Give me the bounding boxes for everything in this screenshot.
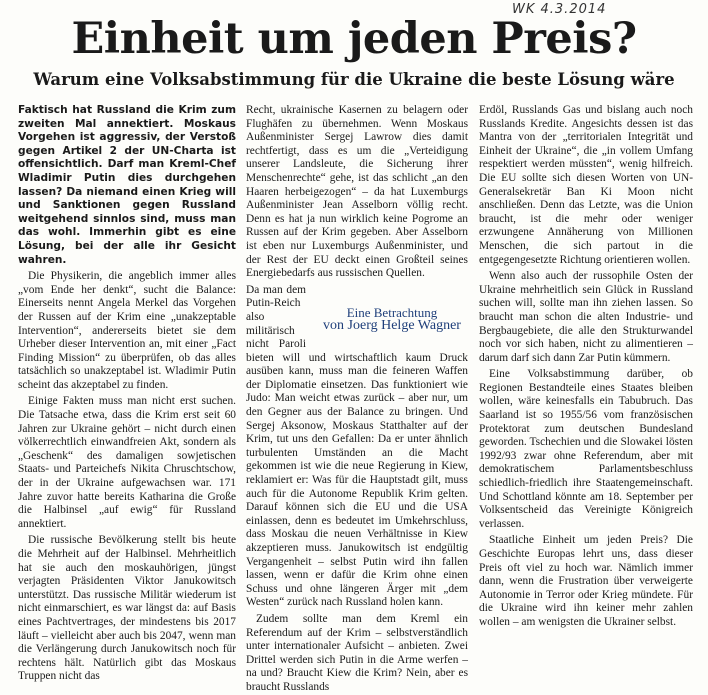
author-box-title: Eine Betrachtung bbox=[346, 304, 438, 320]
lead-paragraph: Faktisch hat Russland die Krim zum zweiten Mal annektiert. Moskaus Vorgehen ist aggressiv, der Verstoß gegen Artikel 2 der UN-Charta ist offensichtlich. Darf man Kreml-Chef Wladimir Putin dies durchgehen lassen? Da niemand einen Krieg will und Sanktionen gegen Russland weitgehend sinnlos sind, muss man das wohl. Immerhin gibt es eine Lösung, bei der alle ihr Gesicht wahren. bbox=[18, 104, 236, 266]
handwritten-date-note: WK 4.3.2014 bbox=[512, 2, 607, 17]
body-paragraph: Die russische Bevölkerung stellt bis heute die Mehrheit auf der Halbinsel. Mehrheitlich hat sie auch den moskauhörigen, jüngst verjagten Präsidenten Viktor Janukowitsch unterstützt. Das russische Militär wiederum ist nicht einmarschiert, es war längst da: auf Basis eines Pachtvertrages, der mindestens bis 2017 läuft – vielleicht aber auch bis 2047, wenn man die Verlängerung durch Janukowitsch noch für rechtens hält. Natürlich gibt das Moskaus Truppen nicht das bbox=[18, 534, 236, 683]
headline: Einheit um jeden Preis? bbox=[71, 14, 637, 64]
body-paragraph: Einige Fakten muss man nicht erst suchen. Die Tatsache etwa, dass die Krim erst seit 60 Jahren zur Ukraine gehört – nicht durch einen völkerrechtlich einwandfreien Akt, sondern als „Geschenk“ des damaligen sowjetischen Staats- und Parteichefs Nikita Chruschtschow, der in der Ukraine aufgewachsen war. 171 Jahre zuvor hatte bereits Katharina die Große die Halbinsel „auf ewig“ für Russland annektiert. bbox=[18, 395, 236, 530]
column-2 bbox=[246, 104, 468, 693]
body-paragraph: Erdöl, Russlands Gas und bislang auch noch Russlands Kredite. Angesichts dessen ist das Mantra von der „territorialen Integrität und Einheit der Ukraine“, die „in vollem Umfang respektiert werden müssten“, wenig hilfreich. Die EU sollte sich diesen Worten von UN-Generalsekretär Ban Ki Moon nicht anschließen. Denn das Letzte, was die Union braucht, ist die mehr oder weniger erzwungene Annäherung von Millionen Menschen, die sich partout in die entgegengesetzte Richtung orientieren wollen. bbox=[479, 104, 693, 266]
column-3 bbox=[479, 104, 693, 670]
column-1 bbox=[18, 104, 236, 683]
body-paragraph: Zudem sollte man dem Kreml ein Referendum auf der Krim – selbstverständlich unter internationaler Aufsicht – anbieten. Zwei Drittel werden sich Putin in die Arme werfen – na und? Braucht Kiew die Krim? Nein, aber es braucht Russlands bbox=[246, 612, 468, 693]
subheadline: Warum eine Volksabstimmung für die Ukraine die beste Lösung wäre bbox=[33, 70, 675, 89]
body-paragraph: Da man dem Putin-Reich also militärisch nicht Paroli bieten will und wirtschaftlich kaum Druck ausüben kann, muss man die feineren Waffen der Diplomatie einsetzen. Das funktioniert wie Judo: Man weicht etwas zurück – aber nur, um den Gegner aus der Balance zu bringen. Und Sergej Aksonow, Moskaus Statthalter auf der Krim, tut uns den Gefallen: Da er unter ähnlich turbulenten Umständen an die Macht gekommen ist wie die neue Regierung in Kiew, reklamiert er: Was für die Hauptstadt gilt, muss auch für die Autonome Republik Krim gelten. Darauf können sich die EU und die USA einlassen, denn es bedeutet im Umkehrschluss, dass Moskau die neuen Verhältnisse in Kiew akzeptieren muss. Janukowitsch ist endgültig Vergangenheit – selbst Putin wird ihn fallen lassen, wenn er dafür die Krim ohne einen Schuss und ohne längeren Ärger mit „dem Westen“ zurück nach Russland holen kann. bbox=[246, 283, 468, 609]
author-name: von Joerg Helge Wagner bbox=[323, 318, 461, 334]
body-paragraph: Die Physikerin, die angeblich immer alles „vom Ende her denkt“, sucht die Balance: Einerseits nennt Angela Merkel das Vorgehen der Russen auf der Krim eine „unakzeptable Intervention“, andererseits bietet sie dem Urheber dieser Intervention an, mit einer „Fact Finding Mission“ zu überprüfen, ob das alles tatsächlich so unakzeptabel ist. Wladimir Putin scheint das akzeptabel zu finden. bbox=[18, 270, 236, 391]
body-paragraph: Recht, ukrainische Kasernen zu belagern oder Flughäfen zu übernehmen. Wenn Moskaus Außenminister Sergej Lawrow dies damit rechtfertigt, dass es um die „Verteidigung unserer Landsleute, die Sicherung ihrer Menschenrechte“ gehe, ist das schlicht „an den Haaren herbeigezogen“ – da hat Luxemburgs Außenminister Jean Asselborn völlig recht. Denn es hat ja nun wirklich keine Pogrome an Russen auf der Krim gegeben. Aber Asselborn ist eben nur Luxemburgs Außenminister, und der Rest der EU deckt einen Großteil seines Energiebedarfs aus russischen Quellen. bbox=[246, 104, 468, 280]
body-paragraph: Staatliche Einheit um jeden Preis? Die Geschichte Europas lehrt uns, dass dieser Preis oft viel zu hoch war. Nämlich immer dann, wenn die Frustration über verweigerte Autonomie in Terror oder Krieg mündete. Für die Ukraine wird ihn keiner mehr zahlen wollen – am wenigsten die Ukrainer selbst. bbox=[479, 534, 693, 628]
author-box bbox=[312, 302, 472, 337]
body-paragraph: Wenn also auch der russophile Osten der Ukraine mehrheitlich sein Glück in Russland suchen will, sollte man ihn ziehen lassen. So braucht man schon die alten Industrie- und Bergbaugebiete, die alle den Strukturwandel noch vor sich haben, nicht zu alimentieren – darum darf sich dann Zar Putin kümmern. bbox=[479, 270, 693, 364]
body-paragraph: Eine Volksabstimmung darüber, ob Regionen Bestandteile eines Staates bleiben wollen, wäre keinesfalls ein Tabubruch. Das Saarland ist so 1955/56 vom französischen Protektorat zum deutschen Bundesland geworden. Tschechien und die Slowakei lösten 1992/93 zwar ohne Referendum, aber mit demokratischem Parlamentsbeschluss schiedlich-friedlich ihre Staatengemeinschaft. Und Schottland könnte am 18. September per Volksentscheid das Vereinigte Königreich verlassen. bbox=[479, 368, 693, 530]
